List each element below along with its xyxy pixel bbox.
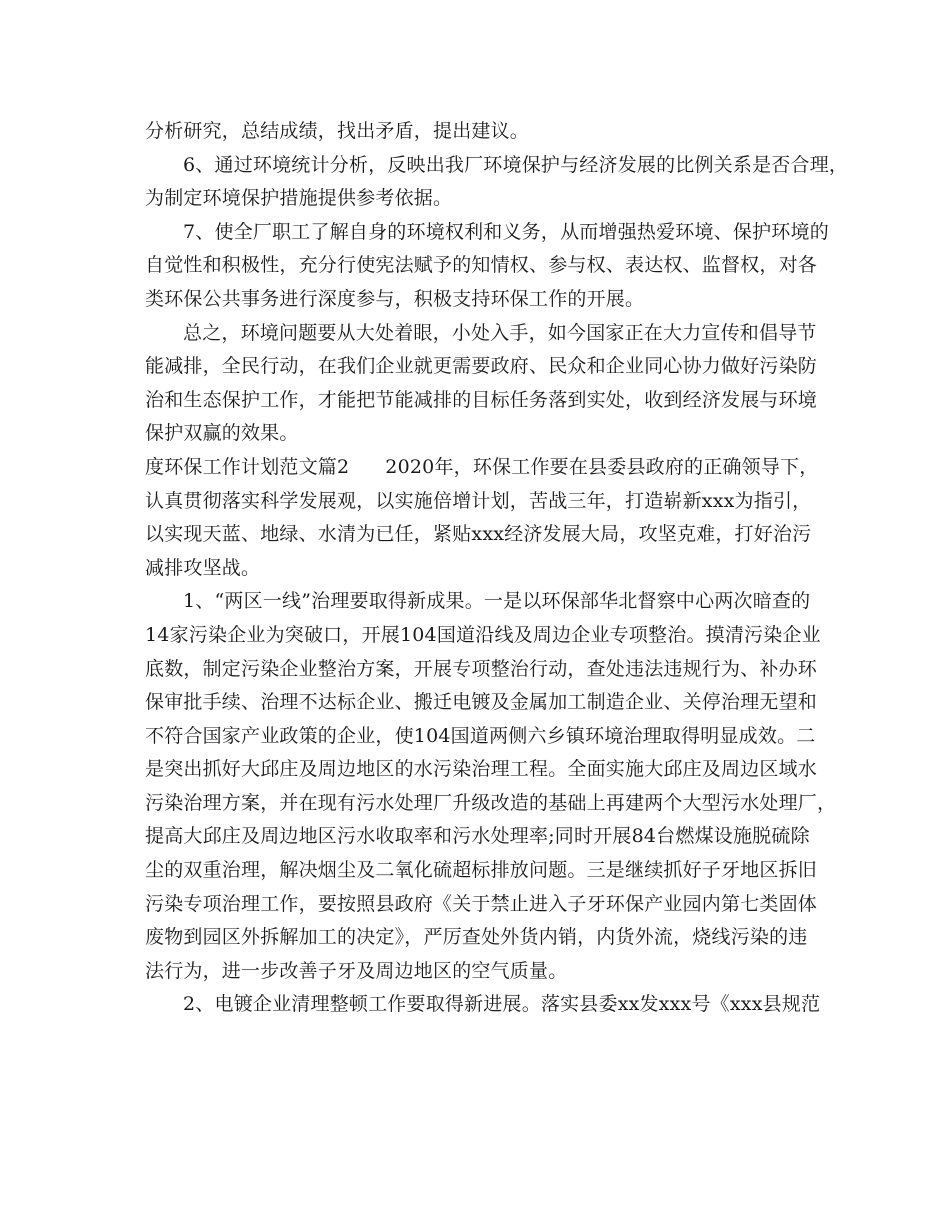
text-line: 治和生态保护工作，才能把节能减排的目标任务落到实处，收到经济发展与环境	[145, 388, 818, 411]
text-line: 1、“两区一线”治理要取得新成果。一是以环保部华北督察中心两次暗查的	[183, 590, 811, 613]
text-line: 能减排，全民行动，在我们企业就更需要政府、民众和企业同心协力做好污染防	[145, 355, 818, 378]
text-line: 提高大邱庄及周边地区污水收取率和污水处理率;同时开展84台燃煤设施脱硫除	[145, 825, 810, 848]
text-line: 2020年，环保工作要在县委县政府的正确领导下，	[385, 455, 819, 478]
text-line: 法行为，进一步改善子牙及周边地区的空气质量。	[145, 959, 568, 982]
text-line: 14家污染企业为突破口，开展104国道沿线及周边企业专项整治。摸清污染企业	[145, 623, 821, 646]
text-line: 以实现天蓝、地绿、水清为已任，紧贴xxx经济发展大局，攻坚克难，打好治污	[145, 523, 812, 546]
text-line: 不符合国家产业政策的企业，使104国道两侧六乡镇环境治理取得明显成效。二	[145, 724, 816, 747]
text-line: 类环保公共事务进行深度参与，积极支持环保工作的开展。	[145, 287, 645, 310]
text-line: 总之，环境问题要从大处着眼，小处入手，如今国家正在大力宣传和倡导节	[183, 321, 817, 344]
text-line: 保审批手续、治理不达标企业、搬迁电镀及金属加工制造企业、关停治理无望和	[145, 691, 818, 714]
text-line: 自觉性和积极性，充分行使宪法赋予的知情权、参与权、表达权、监督权，对各	[145, 254, 818, 277]
text-line: 污染治理方案，并在现有污水处理厂升级改造的基础上再建两个大型污水处理厂，	[145, 791, 837, 814]
section-heading: 度环保工作计划范文篇2	[145, 455, 350, 478]
text-line: 底数，制定污染企业整治方案，开展专项整治行动，查处违法违规行为、补办环	[145, 657, 818, 680]
text-line: 7、使全厂职工了解自身的环境权利和义务，从而增强热爱环境、保护环境的	[183, 220, 829, 243]
text-line: 废物到园区外拆解加工的决定》，严厉查处外货内销，内货外流，烧线污染的违	[145, 926, 808, 949]
text-line: 为制定环境保护措施提供参考依据。	[145, 187, 453, 210]
text-line: 认真贯彻落实科学发展观，以实施倍增计划，苦战三年，打造崭新xxx为指引，	[145, 489, 812, 512]
document-body	[145, 115, 849, 1022]
text-line: 污染专项治理工作，要按照县政府《关于禁止进入子牙环保产业园内第七类固体	[145, 892, 818, 915]
text-line: 减排攻坚战。	[145, 556, 261, 579]
text-line: 尘的双重治理，解决烟尘及二氧化硫超标排放问题。三是继续抓好子牙地区拆旧	[145, 859, 818, 882]
text-line: 是突出抓好大邱庄及周边地区的水污染治理工程。全面实施大邱庄及周边区域水	[145, 758, 818, 781]
text-line: 2、电镀企业清理整顿工作要取得新进展。落实县委xx发xxx号《xxx县规范	[183, 993, 821, 1016]
text-line: 保护双赢的效果。	[145, 422, 299, 445]
text-line: 分析研究，总结成绩，找出矛盾，提出建议。	[145, 120, 530, 142]
section-heading-line	[145, 451, 825, 485]
text-line: 6、通过环境统计分析，反映出我厂环境保护与经济发展的比例关系是否合理，	[183, 153, 849, 176]
